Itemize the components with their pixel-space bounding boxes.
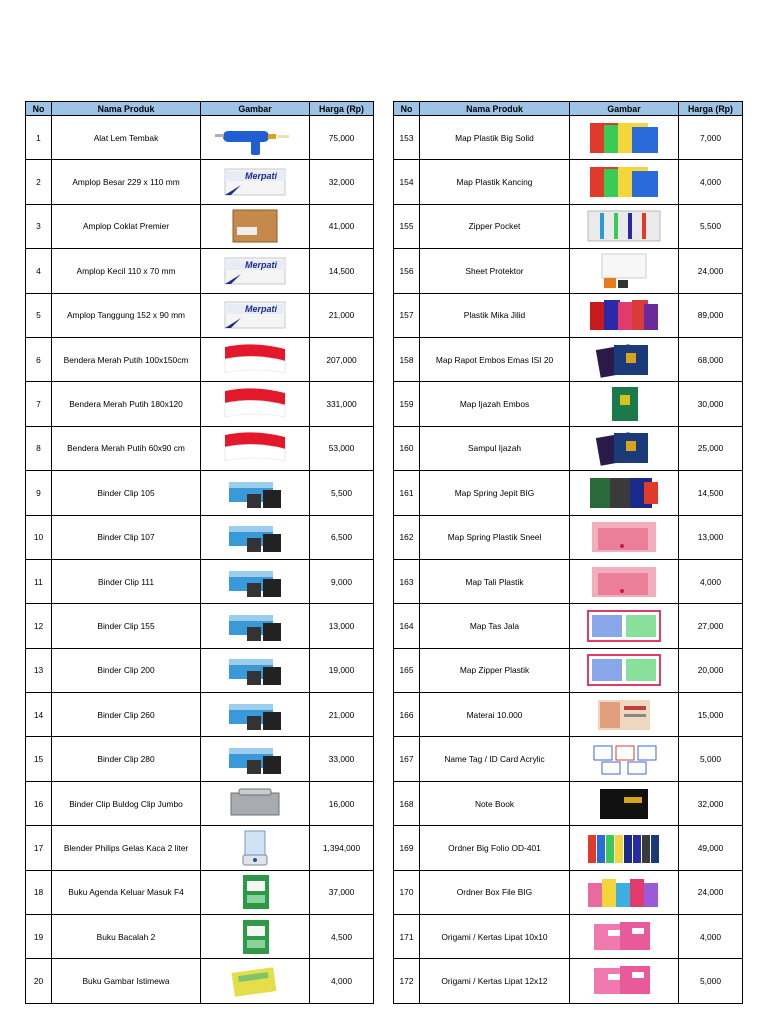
product-image (570, 249, 679, 293)
flag-icon (211, 341, 299, 379)
product-price: 15,000 (679, 693, 743, 737)
product-name: Buku Agenda Keluar Masuk F4 (52, 870, 201, 914)
table-row (394, 737, 743, 781)
product-name: Note Book (420, 781, 570, 825)
table-row (26, 870, 374, 914)
product-image (201, 648, 310, 692)
table-header-row (26, 102, 374, 116)
product-name: Ordner Big Folio OD-401 (420, 826, 570, 870)
product-price: 7,000 (679, 116, 743, 160)
row-number: 172 (394, 959, 420, 1003)
product-name: Map Rapot Embos Emas ISI 20 (420, 337, 570, 381)
product-price: 5,000 (679, 959, 743, 1003)
product-image (570, 204, 679, 248)
product-price: 49,000 (679, 826, 743, 870)
button-folder-icon (580, 163, 668, 201)
product-price: 30,000 (679, 382, 743, 426)
table-row (26, 781, 374, 825)
product-image (570, 515, 679, 559)
row-number: 157 (394, 293, 420, 337)
product-name: Buku Gambar Istimewa (52, 959, 201, 1003)
spring-folder-icon (580, 518, 668, 556)
header-price: Harga (Rp) (679, 102, 743, 116)
product-name: Zipper Pocket (420, 204, 570, 248)
row-number: 13 (26, 648, 52, 692)
row-number: 11 (26, 559, 52, 603)
product-image (201, 204, 310, 248)
table-row (26, 693, 374, 737)
product-image (570, 382, 679, 426)
product-image (570, 870, 679, 914)
product-name: Map Spring Plastik Sneel (420, 515, 570, 559)
envelope-icon (211, 252, 299, 290)
row-number: 19 (26, 915, 52, 959)
table-row (394, 515, 743, 559)
brown-envelope-icon (211, 207, 299, 245)
table-row (394, 826, 743, 870)
row-number: 166 (394, 693, 420, 737)
sheet-protector-icon (580, 252, 668, 290)
row-number: 10 (26, 515, 52, 559)
product-price: 14,500 (310, 249, 374, 293)
row-number: 162 (394, 515, 420, 559)
product-image (570, 781, 679, 825)
table-row (26, 915, 374, 959)
price-table-left (25, 101, 374, 1004)
product-price: 4,000 (679, 160, 743, 204)
bulldog-clip-icon (211, 785, 299, 823)
product-name: Name Tag / ID Card Acrylic (420, 737, 570, 781)
row-number: 153 (394, 116, 420, 160)
header-name: Nama Produk (52, 102, 201, 116)
product-name: Map Spring Jepit BIG (420, 471, 570, 515)
row-number: 167 (394, 737, 420, 781)
table-row (394, 648, 743, 692)
product-price: 5,500 (310, 471, 374, 515)
product-name: Binder Clip Buldog Clip Jumbo (52, 781, 201, 825)
row-number: 171 (394, 915, 420, 959)
row-number: 168 (394, 781, 420, 825)
product-price: 9,000 (310, 559, 374, 603)
table-row (394, 293, 743, 337)
product-name: Bendera Merah Putih 180x120 (52, 382, 201, 426)
envelope-icon (211, 163, 299, 201)
product-name: Map Plastik Big Solid (420, 116, 570, 160)
table-row (394, 781, 743, 825)
product-price: 4,000 (310, 959, 374, 1003)
row-number: 2 (26, 160, 52, 204)
product-price: 24,000 (679, 249, 743, 293)
table-row (26, 604, 374, 648)
certificate-cover-icon (580, 429, 668, 467)
product-price: 14,500 (679, 471, 743, 515)
product-price: 89,000 (679, 293, 743, 337)
product-name: Alat Lem Tembak (52, 116, 201, 160)
row-number: 154 (394, 160, 420, 204)
name-tag-icon (580, 740, 668, 778)
row-number: 8 (26, 426, 52, 470)
product-image (570, 915, 679, 959)
product-image (201, 826, 310, 870)
product-image (570, 559, 679, 603)
product-name: Origami / Kertas Lipat 12x12 (420, 959, 570, 1003)
product-price: 33,000 (310, 737, 374, 781)
product-price: 53,000 (310, 426, 374, 470)
product-image (201, 559, 310, 603)
product-name: Map Tas Jala (420, 604, 570, 648)
product-price: 41,000 (310, 204, 374, 248)
product-name: Amplop Kecil 110 x 70 mm (52, 249, 201, 293)
row-number: 20 (26, 959, 52, 1003)
flag-icon (211, 429, 299, 467)
row-number: 5 (26, 293, 52, 337)
table-row (26, 204, 374, 248)
plastic-folder-icon (580, 119, 668, 157)
product-price: 24,000 (679, 870, 743, 914)
product-image (201, 249, 310, 293)
product-name: Binder Clip 155 (52, 604, 201, 648)
row-number: 169 (394, 826, 420, 870)
product-price: 331,000 (310, 382, 374, 426)
product-price: 27,000 (679, 604, 743, 648)
product-name: Sampul Ijazah (420, 426, 570, 470)
product-image (201, 116, 310, 160)
product-price: 16,000 (310, 781, 374, 825)
blender-icon (211, 829, 299, 867)
product-name: Binder Clip 260 (52, 693, 201, 737)
product-image (201, 870, 310, 914)
product-price: 20,000 (679, 648, 743, 692)
product-name: Map Plastik Kancing (420, 160, 570, 204)
table-row (26, 515, 374, 559)
drawing-book-icon (211, 962, 299, 1000)
product-price: 4,000 (679, 559, 743, 603)
product-name: Buku Bacalah 2 (52, 915, 201, 959)
product-image (570, 116, 679, 160)
table-row (394, 915, 743, 959)
product-price: 37,000 (310, 870, 374, 914)
table-row (26, 959, 374, 1003)
row-number: 159 (394, 382, 420, 426)
binder-clip-box-icon (211, 474, 299, 512)
table-row (394, 204, 743, 248)
table-row (26, 559, 374, 603)
product-image (570, 293, 679, 337)
binder-clip-box-icon (211, 607, 299, 645)
product-price: 75,000 (310, 116, 374, 160)
report-folder-icon (580, 341, 668, 379)
product-image (201, 471, 310, 515)
table-row (26, 426, 374, 470)
product-name: Sheet Protektor (420, 249, 570, 293)
table-row (394, 959, 743, 1003)
row-number: 4 (26, 249, 52, 293)
product-price: 6,500 (310, 515, 374, 559)
string-folder-icon (580, 563, 668, 601)
product-name: Binder Clip 200 (52, 648, 201, 692)
product-name: Binder Clip 111 (52, 559, 201, 603)
product-image (570, 693, 679, 737)
product-image (570, 959, 679, 1003)
product-price: 1,394,000 (310, 826, 374, 870)
zipper-folder-icon (580, 651, 668, 689)
row-number: 160 (394, 426, 420, 470)
product-image (201, 915, 310, 959)
product-image (201, 693, 310, 737)
price-table-right (393, 101, 743, 1004)
brand-label: Merpati (245, 259, 278, 270)
product-price: 4,500 (310, 915, 374, 959)
flag-icon (211, 385, 299, 423)
glue-gun-icon (211, 119, 299, 157)
product-image (570, 826, 679, 870)
row-number: 15 (26, 737, 52, 781)
table-row (26, 249, 374, 293)
ordner-binder-icon (580, 829, 668, 867)
product-price: 13,000 (310, 604, 374, 648)
product-image (570, 737, 679, 781)
table-row (26, 826, 374, 870)
header-price: Harga (Rp) (310, 102, 374, 116)
spring-folder-icon (580, 474, 668, 512)
header-name: Nama Produk (420, 102, 570, 116)
header-no: No (26, 102, 52, 116)
row-number: 158 (394, 337, 420, 381)
table-header-row (394, 102, 743, 116)
product-price: 207,000 (310, 337, 374, 381)
product-price: 5,000 (679, 737, 743, 781)
product-image (570, 160, 679, 204)
product-image (570, 426, 679, 470)
row-number: 170 (394, 870, 420, 914)
brand-label: Merpati (245, 171, 278, 182)
product-name: Map Zipper Plastik (420, 648, 570, 692)
product-price: 4,000 (679, 915, 743, 959)
table-row (394, 382, 743, 426)
table-row (394, 559, 743, 603)
row-number: 7 (26, 382, 52, 426)
product-price: 21,000 (310, 693, 374, 737)
product-image (201, 337, 310, 381)
header-image: Gambar (201, 102, 310, 116)
table-row (26, 471, 374, 515)
product-name: Ordner Box File BIG (420, 870, 570, 914)
row-number: 163 (394, 559, 420, 603)
product-name: Plastik Mika Jilid (420, 293, 570, 337)
table-row (26, 160, 374, 204)
table-row (26, 293, 374, 337)
product-image (201, 515, 310, 559)
table-row (394, 471, 743, 515)
product-image (570, 337, 679, 381)
product-price: 25,000 (679, 426, 743, 470)
row-number: 3 (26, 204, 52, 248)
book-icon (211, 918, 299, 956)
row-number: 6 (26, 337, 52, 381)
row-number: 12 (26, 604, 52, 648)
product-name: Origami / Kertas Lipat 10x10 (420, 915, 570, 959)
table-row (26, 116, 374, 160)
mesh-bag-icon (580, 607, 668, 645)
row-number: 164 (394, 604, 420, 648)
product-name: Amplop Tanggung 152 x 90 mm (52, 293, 201, 337)
table-row (394, 604, 743, 648)
origami-paper-icon (580, 918, 668, 956)
binder-clip-box-icon (211, 740, 299, 778)
zipper-pocket-icon (580, 207, 668, 245)
row-number: 17 (26, 826, 52, 870)
product-name: Materai 10.000 (420, 693, 570, 737)
row-number: 18 (26, 870, 52, 914)
product-name: Amplop Besar 229 x 110 mm (52, 160, 201, 204)
row-number: 161 (394, 471, 420, 515)
product-image (201, 781, 310, 825)
product-image (201, 959, 310, 1003)
header-no: No (394, 102, 420, 116)
table-row (394, 693, 743, 737)
product-price: 32,000 (310, 160, 374, 204)
product-name: Bendera Merah Putih 100x150cm (52, 337, 201, 381)
row-number: 16 (26, 781, 52, 825)
product-name: Map Ijazah Embos (420, 382, 570, 426)
product-name: Bendera Merah Putih 60x90 cm (52, 426, 201, 470)
brand-label: Merpati (245, 304, 278, 315)
product-price: 32,000 (679, 781, 743, 825)
product-name: Binder Clip 105 (52, 471, 201, 515)
table-row (394, 116, 743, 160)
product-image (201, 737, 310, 781)
table-row (394, 426, 743, 470)
certificate-folder-icon (580, 385, 668, 423)
row-number: 1 (26, 116, 52, 160)
product-name: Binder Clip 107 (52, 515, 201, 559)
product-image (201, 604, 310, 648)
notebook-icon (580, 785, 668, 823)
binder-clip-box-icon (211, 518, 299, 556)
product-image (570, 648, 679, 692)
box-file-icon (580, 873, 668, 911)
product-price: 68,000 (679, 337, 743, 381)
product-image (201, 293, 310, 337)
product-image (201, 382, 310, 426)
product-price: 19,000 (310, 648, 374, 692)
product-image (201, 426, 310, 470)
table-row (394, 160, 743, 204)
product-name: Blender Philips Gelas Kaca 2 liter (52, 826, 201, 870)
table-row (394, 337, 743, 381)
table-row (394, 870, 743, 914)
binder-clip-box-icon (211, 651, 299, 689)
table-row (26, 337, 374, 381)
product-name: Binder Clip 280 (52, 737, 201, 781)
stamp-duty-icon (580, 696, 668, 734)
table-row (394, 249, 743, 293)
agenda-book-icon (211, 873, 299, 911)
product-image (201, 160, 310, 204)
header-image: Gambar (570, 102, 679, 116)
table-row (26, 737, 374, 781)
binding-cover-icon (580, 296, 668, 334)
table-row (26, 648, 374, 692)
binder-clip-box-icon (211, 563, 299, 601)
envelope-icon (211, 296, 299, 334)
product-price: 21,000 (310, 293, 374, 337)
product-image (570, 471, 679, 515)
product-name: Map Tali Plastik (420, 559, 570, 603)
product-image (570, 604, 679, 648)
product-name: Amplop Coklat Premier (52, 204, 201, 248)
row-number: 156 (394, 249, 420, 293)
row-number: 9 (26, 471, 52, 515)
origami-paper-icon (580, 962, 668, 1000)
row-number: 14 (26, 693, 52, 737)
row-number: 155 (394, 204, 420, 248)
product-price: 13,000 (679, 515, 743, 559)
row-number: 165 (394, 648, 420, 692)
binder-clip-box-icon (211, 696, 299, 734)
table-row (26, 382, 374, 426)
product-price: 5,500 (679, 204, 743, 248)
